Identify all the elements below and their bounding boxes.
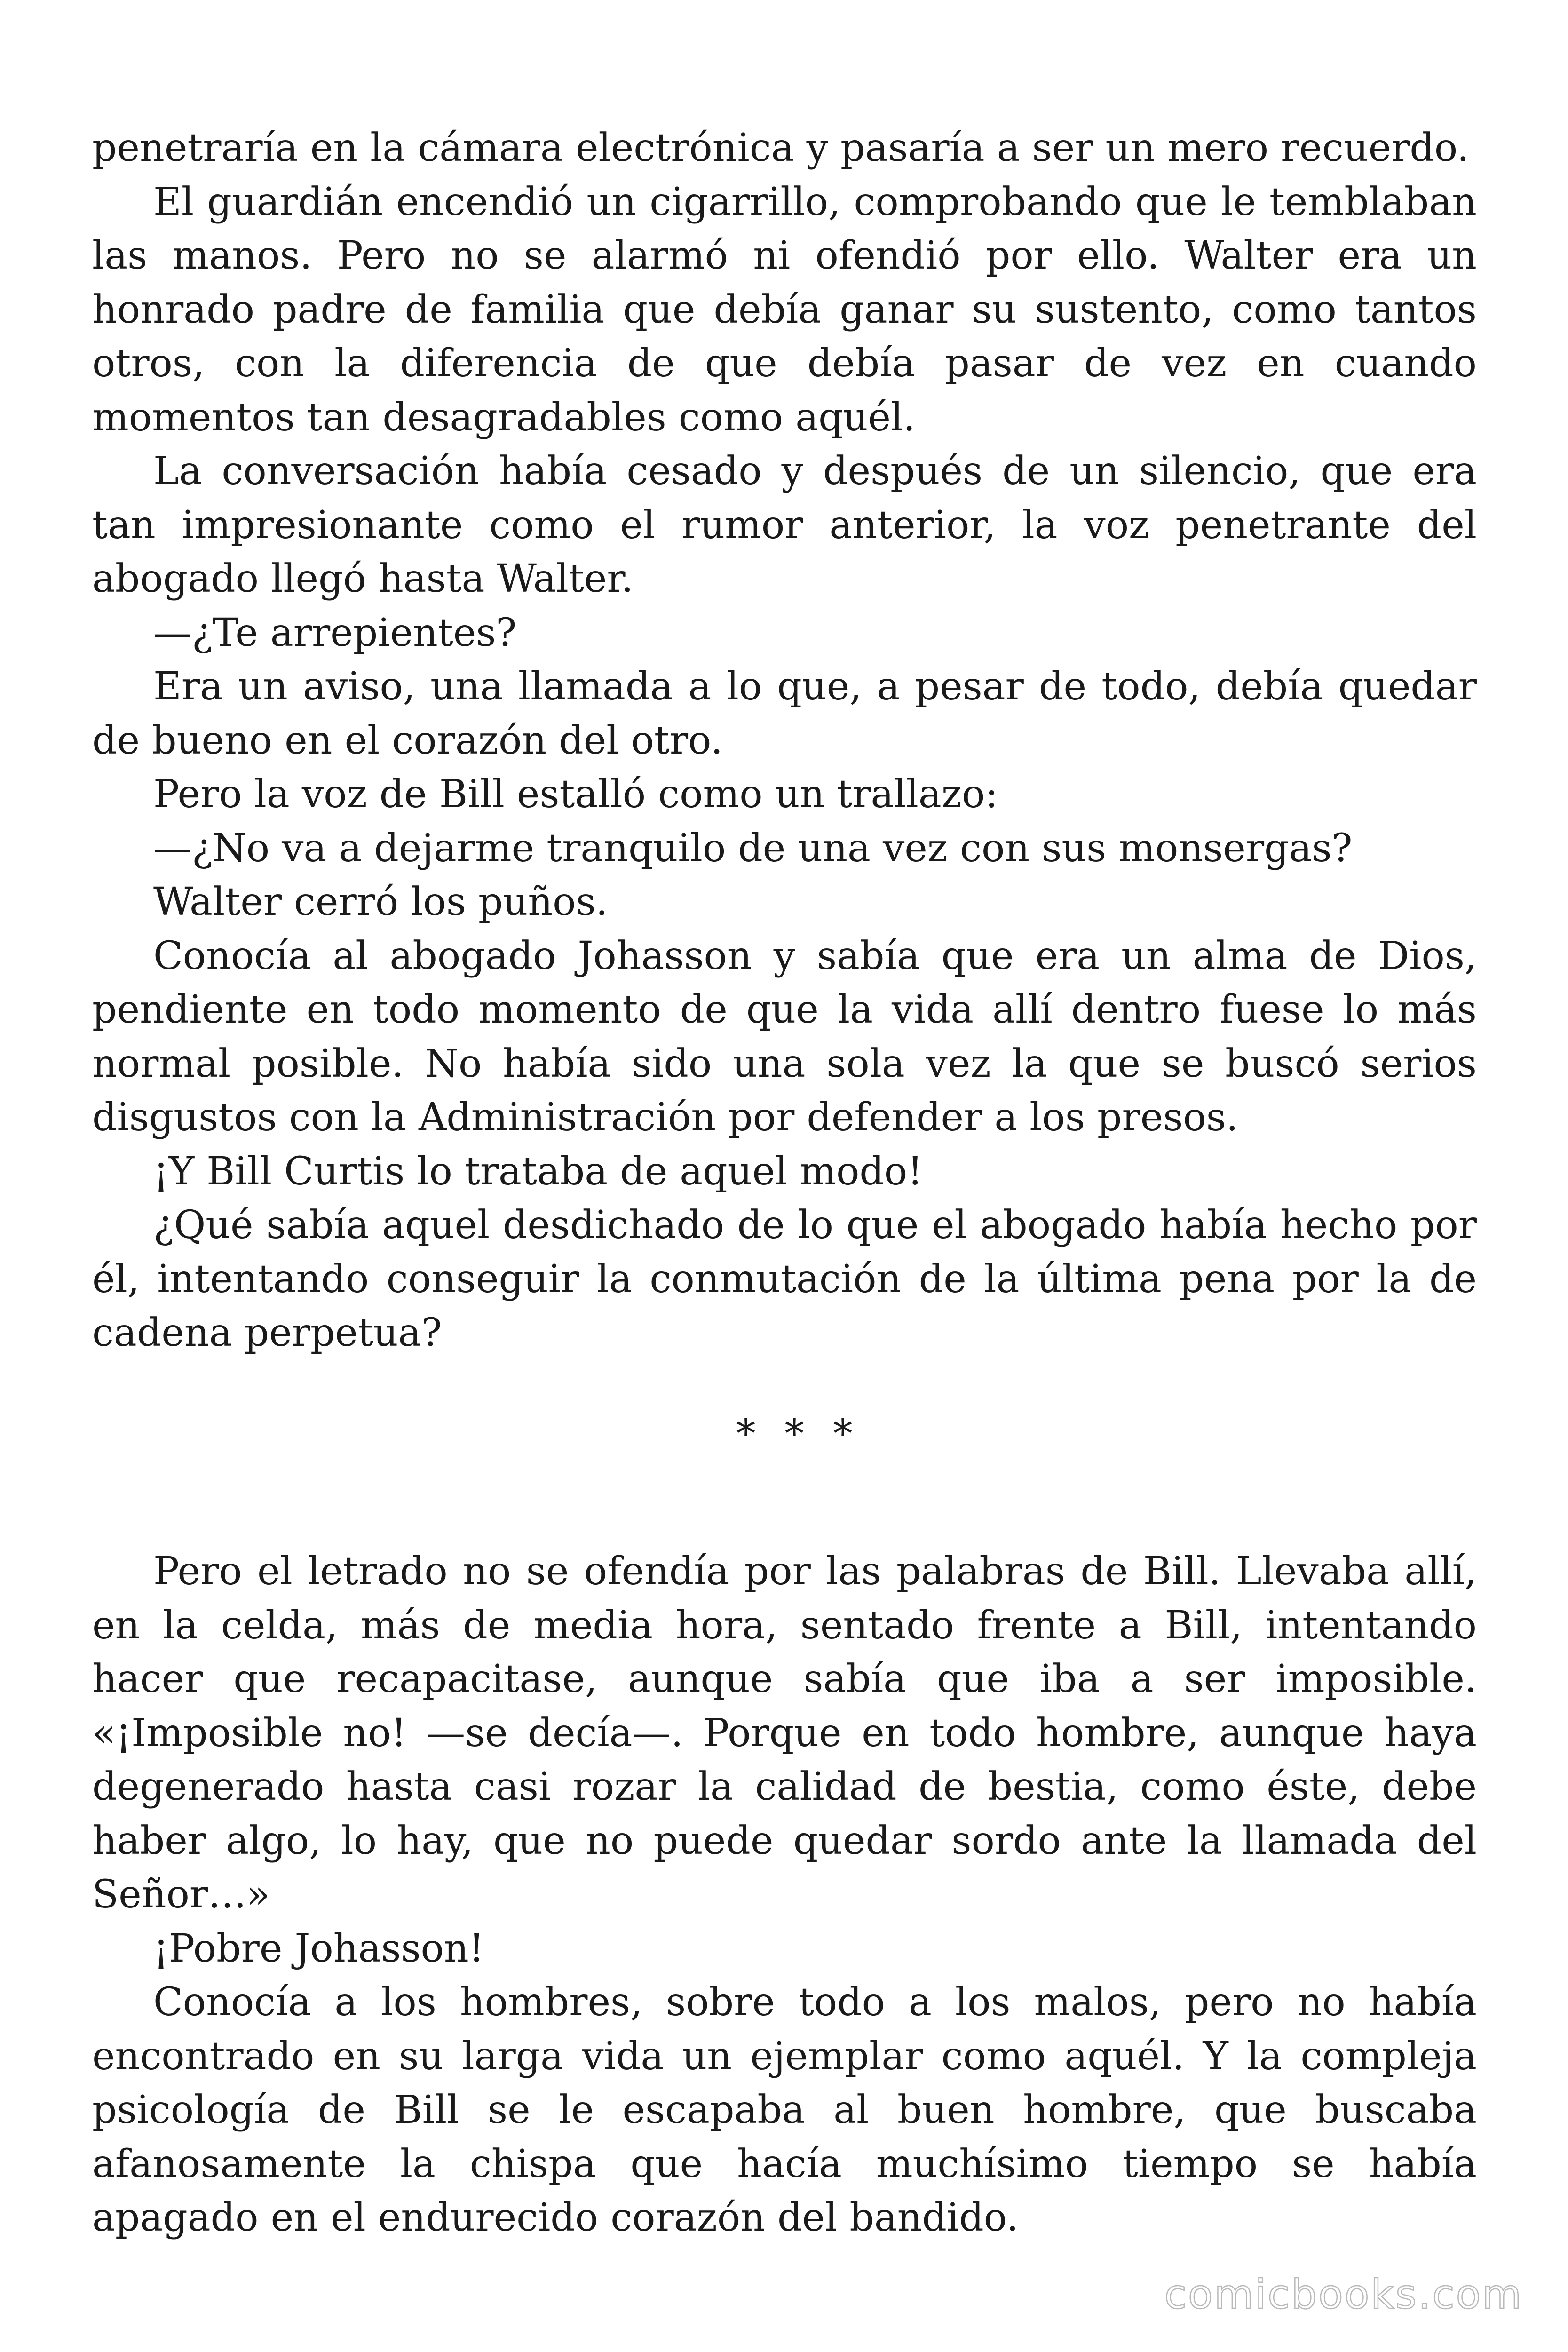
paragraph: —¿No va a dejarme tranquilo de una vez con sus monsergas?: [153, 826, 1353, 871]
paragraph: Conocía a los hombres, sobre todo a los malos, pero no había encontrado en su larga vida un ejemplar como aquél. Y la compleja psicología de Bill se le escapaba al buen hombre, que buscaba afanosamente la chispa que hacía muchísimo tiempo se había apagado en el endurecido corazón del bandido.: [92, 1980, 1477, 2240]
watermark: comicbooks.com: [1164, 2271, 1523, 2318]
paragraph: penetraría en la cámara electrónica y pasaría a ser un mero recuerdo.: [92, 126, 1469, 170]
scene-break: * * *: [736, 1411, 861, 1456]
book-page: [92, 121, 1477, 2245]
paragraph: Conocía al abogado Johasson y sabía que era un alma de Dios, pendiente en todo momento de que la vida allí dentro fuese lo más normal posible. No había sido una sola vez la que se buscó serios disgustos con la Administración por defender a los presos.: [92, 933, 1477, 1140]
paragraph: Pero la voz de Bill estalló como un trallazo:: [153, 772, 998, 817]
paragraph: Pero el letrado no se ofendía por las palabras de Bill. Llevaba allí, en la celda, más de media hora, sentado frente a Bill, intentando hacer que recapacitase, aunque sabía que iba a ser imposible. «¡Imposible no! —se decía—. Porque en todo hombre, aunque haya degenerado hasta casi rozar la calidad de bestia, como éste, debe haber algo, lo hay, que no puede quedar sordo ante la llamada del Señor…»: [92, 1549, 1477, 1917]
paragraph: La conversación había cesado y después de un silencio, que era tan impresionante como el rumor anterior, la voz penetrante del abogado llegó hasta Walter.: [92, 449, 1477, 601]
paragraph: El guardián encendió un cigarrillo, comprobando que le temblaban las manos. Pero no se alarmó ni ofendió por ello. Walter era un honrado padre de familia que debía ganar su sustento, como tantos otros, con la diferencia de que debía pasar de vez en cuando momentos tan desagradables como aquél.: [92, 179, 1477, 440]
paragraph: Era un aviso, una llamada a lo que, a pesar de todo, debía quedar de bueno en el corazón del otro.: [92, 664, 1477, 763]
section-after-break: [92, 1545, 1477, 2245]
paragraph: —¿Te arrepientes?: [153, 610, 517, 655]
paragraph: ¿Qué sabía aquel desdichado de lo que el abogado había hecho por él, intentando conseguir la conmutación de la última pena por la de cadena perpetua?: [92, 1203, 1477, 1355]
section-before-break: [92, 121, 1477, 1360]
paragraph: Walter cerró los puños.: [153, 880, 608, 924]
paragraph: ¡Pobre Johasson!: [153, 1926, 484, 1971]
paragraph: ¡Y Bill Curtis lo trataba de aquel modo!: [153, 1149, 923, 1194]
